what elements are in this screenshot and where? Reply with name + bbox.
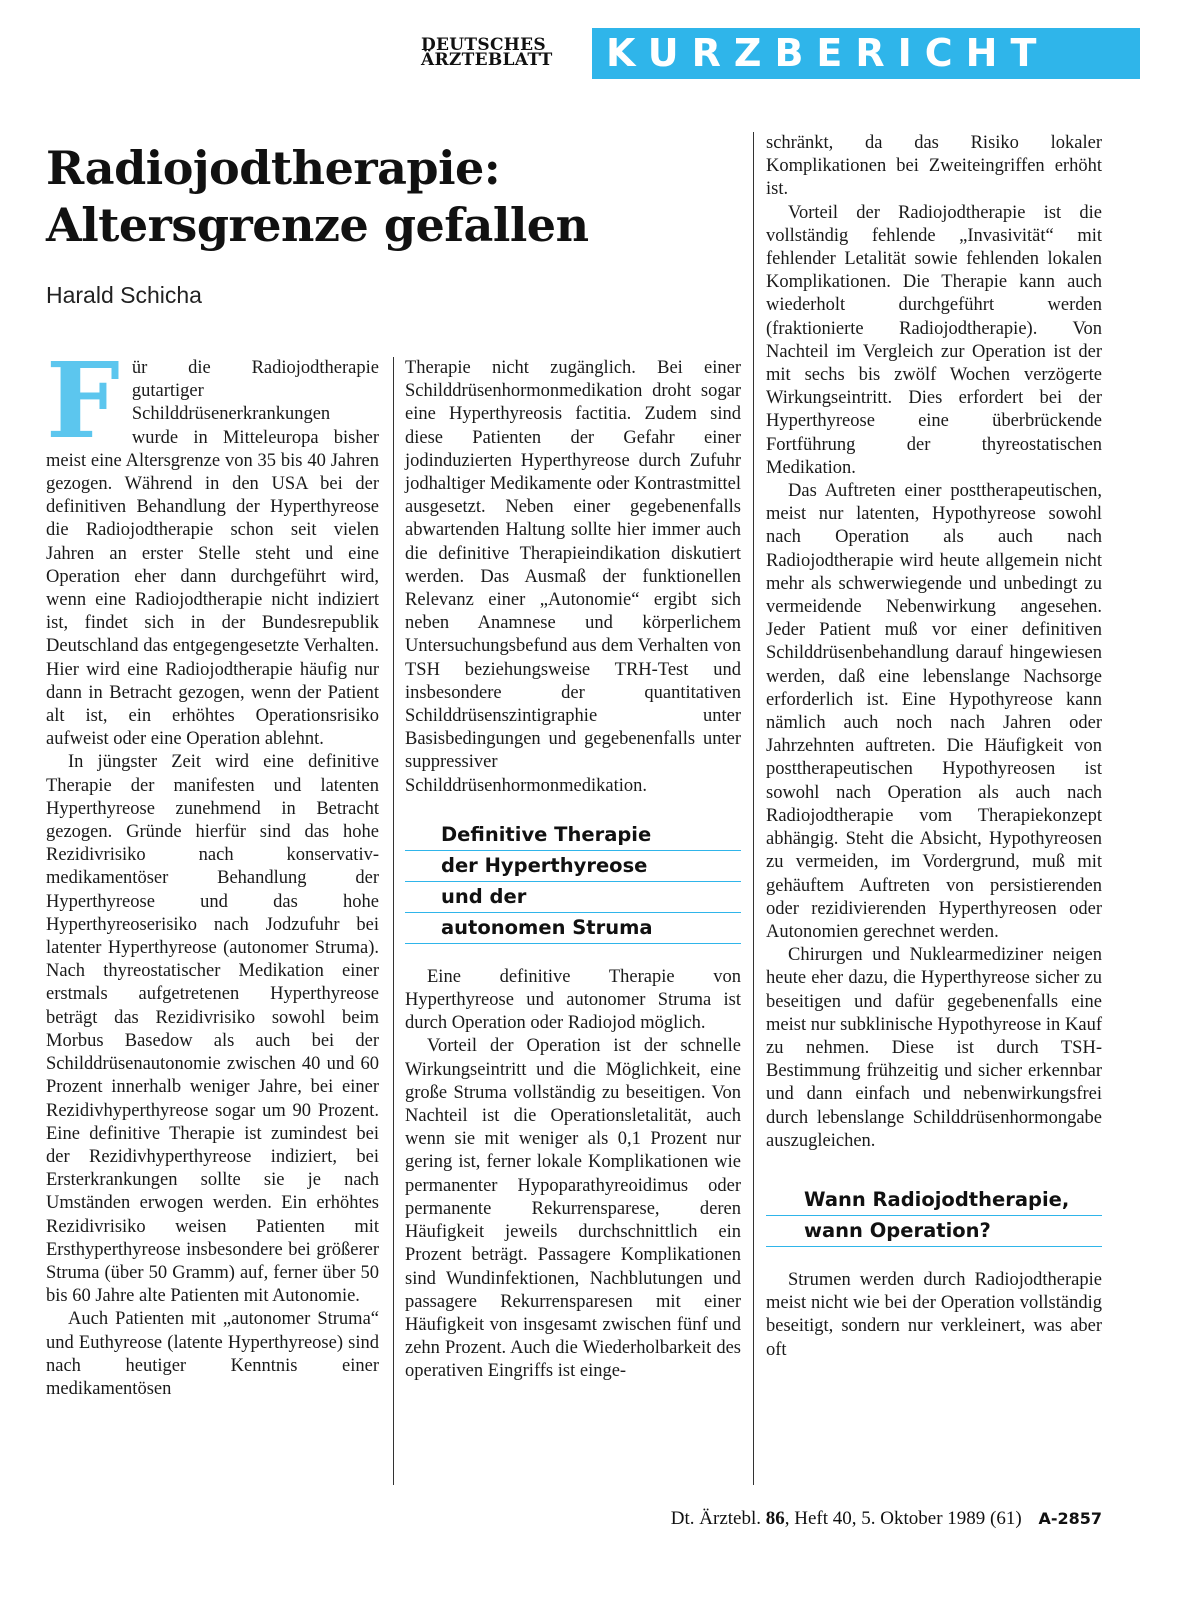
subheading-definitive-therapie (405, 820, 741, 944)
article-title (46, 140, 589, 254)
article-title-line1: Radiojodtherapie: (46, 141, 501, 195)
text-column-2 (405, 357, 741, 1384)
journal-name-line1: DEUTSCHES (421, 35, 546, 55)
paragraph: Strumen werden durch Radiojodtherapie meist nicht wie bei der Operation vollständig beseitigt, sondern nur verkleinert, was aber oft (766, 1269, 1102, 1360)
citation-volume: 86 (765, 1508, 785, 1529)
paragraph: Vorteil der Operation ist der schnelle Wirkungseintritt und die Möglichkeit, eine große Struma vollständig zu beseitigen. Von Nachteil ist die Operationsletalität, auch wenn sie mit weniger als 0,1 Prozent nur gering ist, ferner lokale Komplikationen wie permanenter Hypoparathyreoidimus oder permanente Rekurrensparese, deren Häufigkeit jeweils durchschnittlich ein Prozent beträgt. Passagere Komplikationen sind Wundinfektionen, Nachblutungen und passagere Rekurrensparesen mit einer Häufigkeit von insgesamt zwischen fünf und zehn Prozent. Auch die Wiederholbarkeit des operativen Eingriffs ist einge- (405, 1036, 741, 1382)
subheading-line: und der (405, 882, 741, 913)
drop-cap: F (46, 339, 120, 462)
column-divider-left (393, 357, 394, 1485)
column-divider-right (753, 132, 754, 1485)
paragraph (46, 339, 379, 751)
paragraph: schränkt, da das Risiko lokaler Komplikationen bei Zweiteingriffen erhöht ist. (766, 133, 1102, 200)
subheading-line: Wann Radiojodtherapie, (766, 1185, 1102, 1216)
subheading-wann-radiojodtherapie (766, 1185, 1102, 1247)
paragraph: Das Auftreten einer posttherapeutischen, meist nur latenten, Hypothyreose sowohl nach Operation als auch nach Radiojodtherapie wird heute allgemein nicht mehr als schwerwiegende und unbedingt zu vermeidende Nebenwirkung angesehen. Jeder Patient muß vor einer definitiven Schilddrüsenbehandlung darauf hingewiesen werden, daß eine lebenslange Nachsorge erforderlich ist. Eine Hypothyreose kann nämlich auch noch nach Jahren oder Jahrzehnten auftreten. Die Häufigkeit von posttherapeutischen Hypothyreosen ist sowohl nach Operation als auch nach Radiojodtherapie vom Therapiekonzept abhängig. Steht die Absicht, Hypothyreosen zu vermeiden, im Vordergrund, muß mit gehäuftem Auftreten von persistierenden oder rezidivierenden Hyperthyreosen oder Autonomien gerechnet werden. (766, 481, 1102, 942)
text-column-3 (766, 132, 1102, 1362)
journal-name (421, 35, 589, 70)
paragraph: Therapie nicht zugänglich. Bei einer Schilddrüsenhormonmedikation droht sogar eine Hyperthyreosis factitia. Zudem sind diese Patienten der Gefahr einer jodinduzierten Hyperthyreose durch Zufuhr jodhaltiger Medikamente oder Kontrastmittel ausgesetzt. Neben einer gegebenenfalls abwartenden Haltung sollte hier immer auch die definitive Therapieindikation diskutiert werden. Das Ausmaß der funktionellen Relevanz einer „Autonomie“ ergibt sich neben Anamnese und körperlichem Untersuchungsbefund aus dem Verhalten von TSH beziehungsweise TRH-Test und insbesondere der quantitativen Schilddrüsenszintigraphie unter Basisbedingungen und gegebenenfalls unter suppressiver Schilddrüsenhormonmedikation. (405, 358, 741, 796)
paragraph-text: ür die Radiojodtherapie gutartiger Schilddrüsenerkrankungen wurde in Mitteleuropa bisher meist eine Altersgrenze von 35 bis 40 Jahren gezogen. Während in den USA bei der definitiven Behandlung der Hyperthyreose die Radiojodtherapie schon seit vielen Jahren an erster Stelle steht und eine Operation eher dann durchgeführt wird, wenn eine Radiojodtherapie nicht indiziert ist, findet sich in der Bundesrepublik Deutschland das entgegengesetzte Verhalten. Hier wird eine Radiojodtherapie häufig nur dann in Betracht gezogen, wenn der Patient alt ist, ein erhöhtes Operationsrisiko aufweist oder eine Operation ablehnt. (46, 358, 379, 750)
masthead (421, 28, 1140, 82)
paragraph: In jüngster Zeit wird eine definitive Therapie der manifesten und latenten Hyperthyreose zunehmend in Betracht gezogen. Gründe hierfür sind das hohe Rezidivrisiko nach konservativ-medikamentöser Behandlung der Hyperthyreose und das hohe Hyperthyreoserisiko nach Jodzufuhr bei latenter Hyperthyreose (autonomer Struma). Nach thyreostatischer Medikation einer erstmals aufgetretenen Hyperthyreose beträgt das Rezidivrisiko sowohl beim Morbus Basedow als auch bei der Schilddrüsenautonomie zwischen 40 und 60 Prozent innerhalb weniger Jahre, bei einer Rezidivhyperthyreose sogar um 90 Prozent. Eine definitive Therapie ist zumindest bei der Rezidivhyperthyreose indiziert, bei Ersterkrankungen sollte sie je nach Umständen erwogen werden. Ein erhöhtes Rezidivrisiko weisen Patienten mit Ersthyperthyreose insbesondere bei größerer Struma (über 50 Gramm) auf, ferner über 50 bis 60 Jahre alte Patienten mit Autonomie. (46, 752, 379, 1307)
journal-name-line2: ÄRZTEBLATT (421, 50, 553, 70)
citation-prefix: Dt. Ärztebl. (670, 1508, 761, 1529)
text-column-1 (46, 339, 379, 1401)
section-banner (592, 28, 1140, 79)
citation-details: , Heft 40, 5. Oktober 1989 (61) (784, 1508, 1022, 1529)
article-title-line2: Altersgrenze gefallen (46, 198, 589, 252)
page-footer (671, 1508, 1102, 1530)
subheading-line: der Hyperthyreose (405, 851, 741, 882)
section-label: KURZBERICHT (606, 31, 1050, 75)
paragraph: Chirurgen und Nuklearmediziner neigen heute eher dazu, die Hyperthyreose sicher zu beseitigen und dafür gegebenenfalls eine meist nur subklinische Hypothyreose in Kauf zu nehmen. Diese ist durch TSH-Bestimmung frühzeitig und sicher erkennbar und dann einfach und nebenwirkungsfrei durch lebenslange Schilddrüsenhormongabe auszugleichen. (766, 945, 1102, 1151)
subheading-line: autonomen Struma (405, 913, 741, 944)
subheading-line: wann Operation? (766, 1216, 1102, 1247)
paragraph: Auch Patienten mit „autonomer Struma“ und Euthyreose (latente Hyperthyreose) sind nach heutiger Kenntnis einer medikamentösen (46, 1309, 379, 1399)
subheading-line: Definitive Therapie (405, 820, 741, 851)
page-number: A-2857 (1038, 1509, 1102, 1528)
paragraph: Eine definitive Therapie von Hyperthyreose und autonomer Struma ist durch Operation oder Radiojod möglich. (405, 966, 741, 1034)
author-name: Harald Schicha (46, 282, 202, 308)
paragraph: Vorteil der Radiojodtherapie ist die vollständig fehlende „Invasivität“ mit fehlender Letalität sowie fehlenden lokalen Komplikationen. Die Therapie kann auch wiederholt durchgeführt werden (fraktionierte Radiojodtherapie). Von Nachteil im Vergleich zur Operation ist der mit sechs bis zwölf Wochen verzögerte Wirkungseintritt. Dies erfordert bei der Hyperthyreose eine überbrückende Fortführung der thyreostatischen Medikation. (766, 202, 1102, 478)
